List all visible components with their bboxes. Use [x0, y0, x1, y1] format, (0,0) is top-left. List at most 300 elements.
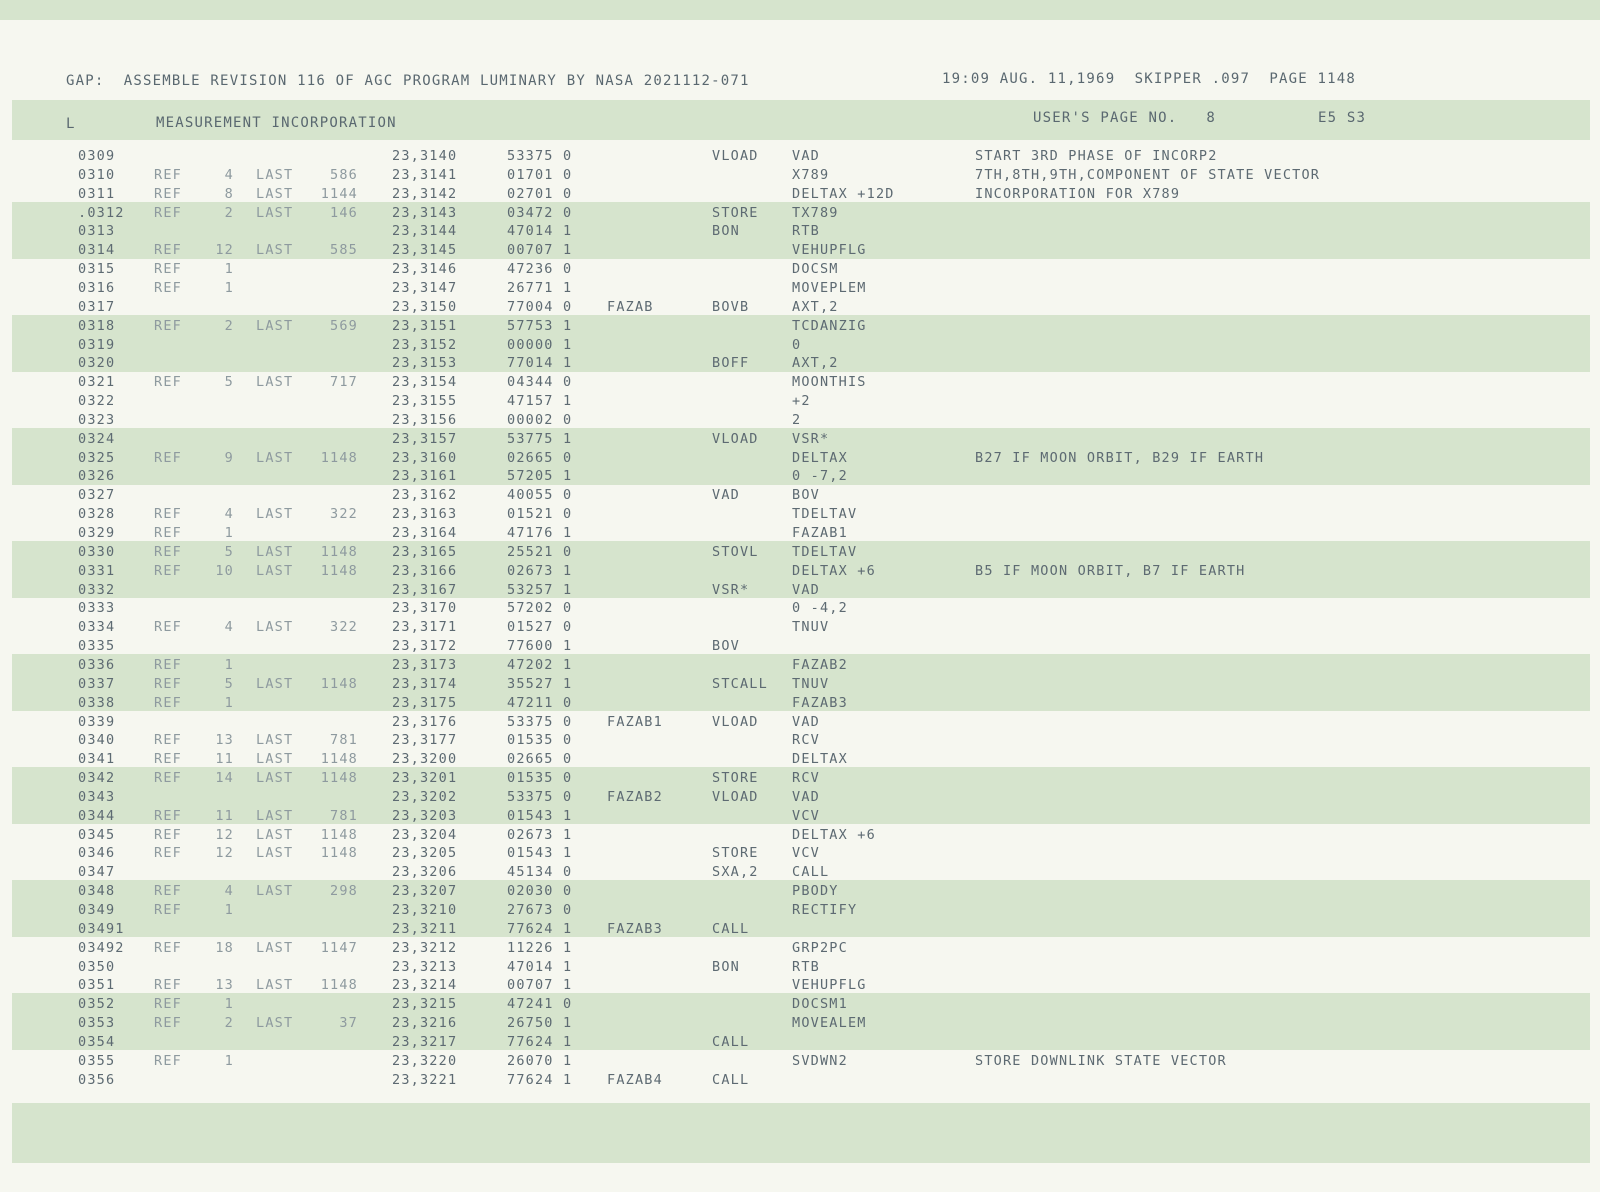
address: 23,3164 [392, 525, 458, 541]
last-tag: LAST [256, 940, 294, 956]
last-page: 569 [330, 318, 358, 334]
last-tag: LAST [256, 318, 294, 334]
listing-row [0, 769, 1600, 788]
listing-row [0, 1071, 1600, 1090]
listing-row [0, 467, 1600, 486]
ref-count: 11 [215, 751, 234, 767]
listing-row [0, 713, 1600, 732]
opcode: STCALL [712, 676, 768, 692]
octal-word: 47211 0 [507, 695, 573, 711]
ref-tag: REF [154, 544, 182, 560]
listing-row [0, 920, 1600, 939]
line-number: 0343 [78, 789, 116, 805]
line-number: 0320 [78, 355, 116, 371]
address: 23,3166 [392, 563, 458, 579]
octal-word: 77600 1 [507, 638, 573, 654]
label: FAZAB3 [607, 921, 663, 937]
line-number: 0326 [78, 468, 116, 484]
last-page: 1148 [320, 845, 358, 861]
ref-count: 4 [224, 167, 234, 183]
operand: TDELTAV [792, 506, 858, 522]
last-page: 146 [330, 205, 358, 221]
last-page: 37 [339, 1015, 358, 1031]
ref-count: 13 [215, 977, 234, 993]
octal-word: 35527 1 [507, 676, 573, 692]
ref-count: 1 [224, 525, 234, 541]
operand: VAD [792, 582, 820, 598]
address: 23,3170 [392, 600, 458, 616]
ref-count: 11 [215, 808, 234, 824]
octal-word: 77014 1 [507, 355, 573, 371]
ref-tag: REF [154, 167, 182, 183]
opcode: CALL [712, 1034, 750, 1050]
operand: VEHUPFLG [792, 977, 867, 993]
last-page: 781 [330, 732, 358, 748]
listing-header [0, 0, 1600, 140]
ref-tag: REF [154, 732, 182, 748]
line-number: 0344 [78, 808, 116, 824]
last-tag: LAST [256, 845, 294, 861]
operand: DOCSM [792, 261, 839, 277]
line-number: 0352 [78, 996, 116, 1012]
address: 23,3141 [392, 167, 458, 183]
last-page: 585 [330, 242, 358, 258]
line-number: 0324 [78, 431, 116, 447]
ref-count: 1 [224, 1053, 234, 1069]
ref-count: 1 [224, 280, 234, 296]
octal-word: 47202 1 [507, 657, 573, 673]
opcode: BON [712, 223, 740, 239]
address: 23,3156 [392, 412, 458, 428]
ref-tag: REF [154, 563, 182, 579]
operand: RTB [792, 223, 820, 239]
ref-count: 8 [224, 186, 234, 202]
address: 23,3221 [392, 1072, 458, 1088]
ref-tag: REF [154, 695, 182, 711]
ref-tag: REF [154, 845, 182, 861]
line-number: 0350 [78, 959, 116, 975]
operand: 0 -7,2 [792, 468, 848, 484]
address: 23,3220 [392, 1053, 458, 1069]
line-number: .0312 [78, 205, 125, 221]
last-tag: LAST [256, 808, 294, 824]
octal-word: 77624 1 [507, 921, 573, 937]
line-number: 0310 [78, 167, 116, 183]
last-page: 1147 [320, 940, 358, 956]
address: 23,3177 [392, 732, 458, 748]
listing-row [0, 486, 1600, 505]
ref-tag: REF [154, 1015, 182, 1031]
octal-word: 02030 0 [507, 883, 573, 899]
opcode: VLOAD [712, 789, 759, 805]
line-number: 0336 [78, 657, 116, 673]
octal-word: 00707 1 [507, 242, 573, 258]
line-number: 0321 [78, 374, 116, 390]
operand: DELTAX +6 [792, 563, 876, 579]
octal-word: 40055 0 [507, 487, 573, 503]
ref-tag: REF [154, 827, 182, 843]
listing-row [0, 731, 1600, 750]
operand: TNUV [792, 676, 830, 692]
listing-row [0, 750, 1600, 769]
last-page: 322 [330, 506, 358, 522]
ref-tag: REF [154, 770, 182, 786]
ref-count: 2 [224, 205, 234, 221]
last-page: 298 [330, 883, 358, 899]
line-number: 0355 [78, 1053, 116, 1069]
listing-row [0, 147, 1600, 166]
last-page: 322 [330, 619, 358, 635]
address: 23,3165 [392, 544, 458, 560]
ref-count: 18 [215, 940, 234, 956]
opcode: BON [712, 959, 740, 975]
listing-row [0, 204, 1600, 223]
line-number: 0349 [78, 902, 116, 918]
ref-tag: REF [154, 450, 182, 466]
operand: TCDANZIG [792, 318, 867, 334]
ref-tag: REF [154, 977, 182, 993]
user-page-number: USER'S PAGE NO. 8 [1033, 110, 1216, 126]
listing-row [0, 222, 1600, 241]
octal-word: 47236 0 [507, 261, 573, 277]
address: 23,3151 [392, 318, 458, 334]
ref-tag: REF [154, 808, 182, 824]
operand: VAD [792, 789, 820, 805]
octal-word: 47014 1 [507, 223, 573, 239]
address: 23,3150 [392, 299, 458, 315]
line-number: 0322 [78, 393, 116, 409]
ref-tag: REF [154, 205, 182, 221]
octal-word: 47241 0 [507, 996, 573, 1012]
octal-word: 02673 1 [507, 827, 573, 843]
octal-word: 02701 0 [507, 186, 573, 202]
address: 23,3162 [392, 487, 458, 503]
ref-count: 4 [224, 619, 234, 635]
last-tag: LAST [256, 242, 294, 258]
line-number: 0348 [78, 883, 116, 899]
listing-row [0, 788, 1600, 807]
octal-word: 02665 0 [507, 450, 573, 466]
last-page: 781 [330, 808, 358, 824]
listing-row [0, 675, 1600, 694]
operand: PBODY [792, 883, 839, 899]
operand: 0 [792, 337, 802, 353]
last-page: 717 [330, 374, 358, 390]
address: 23,3206 [392, 864, 458, 880]
listing-row [0, 241, 1600, 260]
listing-row [0, 958, 1600, 977]
last-tag: LAST [256, 619, 294, 635]
ref-count: 1 [224, 902, 234, 918]
octal-word: 27673 0 [507, 902, 573, 918]
listing-row [0, 1052, 1600, 1071]
last-tag: LAST [256, 563, 294, 579]
opcode: CALL [712, 921, 750, 937]
line-number: 0341 [78, 751, 116, 767]
address: 23,3176 [392, 714, 458, 730]
ref-tag: REF [154, 374, 182, 390]
listing-row [0, 336, 1600, 355]
address: 23,3172 [392, 638, 458, 654]
address: 23,3212 [392, 940, 458, 956]
opcode: STORE [712, 205, 759, 221]
address: 23,3155 [392, 393, 458, 409]
octal-word: 04344 0 [507, 374, 573, 390]
listing-mark: L [66, 116, 76, 132]
line-number: 0333 [78, 600, 116, 616]
ref-tag: REF [154, 751, 182, 767]
ref-count: 9 [224, 450, 234, 466]
operand: SVDWN2 [792, 1053, 848, 1069]
listing-row [0, 939, 1600, 958]
label: FAZAB1 [607, 714, 663, 730]
comment: B27 IF MOON ORBIT, B29 IF EARTH [975, 450, 1265, 466]
line-number: 0351 [78, 977, 116, 993]
address: 23,3161 [392, 468, 458, 484]
opcode: VLOAD [712, 431, 759, 447]
line-number: 0347 [78, 864, 116, 880]
last-tag: LAST [256, 751, 294, 767]
last-tag: LAST [256, 186, 294, 202]
operand: VEHUPFLG [792, 242, 867, 258]
listing-row [0, 317, 1600, 336]
operand: AXT,2 [792, 299, 839, 315]
address: 23,3214 [392, 977, 458, 993]
listing-row [0, 882, 1600, 901]
last-page: 1148 [320, 751, 358, 767]
last-page: 1148 [320, 544, 358, 560]
listing-row [0, 656, 1600, 675]
operand: TNUV [792, 619, 830, 635]
ref-count: 1 [224, 261, 234, 277]
last-tag: LAST [256, 544, 294, 560]
octal-word: 01543 1 [507, 808, 573, 824]
address: 23,3201 [392, 770, 458, 786]
octal-word: 01527 0 [507, 619, 573, 635]
line-number: 0356 [78, 1072, 116, 1088]
line-number: 0325 [78, 450, 116, 466]
listing-row [0, 449, 1600, 468]
line-number: 0329 [78, 525, 116, 541]
ref-count: 13 [215, 732, 234, 748]
octal-word: 53375 0 [507, 148, 573, 164]
octal-word: 26070 1 [507, 1053, 573, 1069]
ref-tag: REF [154, 996, 182, 1012]
listing-row [0, 844, 1600, 863]
ref-count: 1 [224, 695, 234, 711]
line-number: 0338 [78, 695, 116, 711]
operand: RTB [792, 959, 820, 975]
ref-tag: REF [154, 280, 182, 296]
operand: 0 -4,2 [792, 600, 848, 616]
label: FAZAB4 [607, 1072, 663, 1088]
address: 23,3204 [392, 827, 458, 843]
octal-word: 47157 1 [507, 393, 573, 409]
listing-row [0, 995, 1600, 1014]
octal-word: 45134 0 [507, 864, 573, 880]
ref-count: 12 [215, 845, 234, 861]
assembly-title: GAP: ASSEMBLE REVISION 116 OF AGC PROGRAM LUMINARY BY NASA 2021112-071 [66, 73, 750, 89]
last-tag: LAST [256, 883, 294, 899]
opcode: VLOAD [712, 148, 759, 164]
operand: +2 [792, 393, 811, 409]
last-tag: LAST [256, 374, 294, 390]
ref-count: 2 [224, 1015, 234, 1031]
operand: MOVEPLEM [792, 280, 867, 296]
operand: VAD [792, 148, 820, 164]
listing-row [0, 354, 1600, 373]
operand: VAD [792, 714, 820, 730]
address: 23,3213 [392, 959, 458, 975]
ref-tag: REF [154, 676, 182, 692]
operand: VSR* [792, 431, 830, 447]
octal-word: 00707 1 [507, 977, 573, 993]
address: 23,3205 [392, 845, 458, 861]
operand: RCV [792, 770, 820, 786]
operand: CALL [792, 864, 830, 880]
ref-tag: REF [154, 619, 182, 635]
address: 23,3207 [392, 883, 458, 899]
address: 23,3202 [392, 789, 458, 805]
address: 23,3142 [392, 186, 458, 202]
address: 23,3157 [392, 431, 458, 447]
operand: 2 [792, 412, 802, 428]
ref-tag: REF [154, 883, 182, 899]
operand: GRP2PC [792, 940, 848, 956]
listing-row [0, 1014, 1600, 1033]
line-number: 0314 [78, 242, 116, 258]
address: 23,3152 [392, 337, 458, 353]
listing-row [0, 826, 1600, 845]
line-number: 0346 [78, 845, 116, 861]
operand: DELTAX +6 [792, 827, 876, 843]
listing-row [0, 373, 1600, 392]
octal-word: 47014 1 [507, 959, 573, 975]
address: 23,3203 [392, 808, 458, 824]
last-tag: LAST [256, 770, 294, 786]
ref-count: 4 [224, 883, 234, 899]
line-number: 03492 [78, 940, 125, 956]
opcode: VSR* [712, 582, 750, 598]
listing-row [0, 1033, 1600, 1052]
operand: VCV [792, 845, 820, 861]
last-page: 586 [330, 167, 358, 183]
label: FAZAB2 [607, 789, 663, 805]
listing-row [0, 599, 1600, 618]
address: 23,3140 [392, 148, 458, 164]
line-number: 0331 [78, 563, 116, 579]
octal-word: 53775 1 [507, 431, 573, 447]
octal-word: 53375 0 [507, 789, 573, 805]
octal-word: 01535 0 [507, 770, 573, 786]
listing-row [0, 863, 1600, 882]
ref-tag: REF [154, 261, 182, 277]
opcode: VLOAD [712, 714, 759, 730]
listing-row [0, 185, 1600, 204]
line-number: 0328 [78, 506, 116, 522]
last-page: 1148 [320, 676, 358, 692]
address: 23,3175 [392, 695, 458, 711]
operand: MOONTHIS [792, 374, 867, 390]
address: 23,3167 [392, 582, 458, 598]
operand: FAZAB2 [792, 657, 848, 673]
octal-word: 02673 1 [507, 563, 573, 579]
line-number: 0354 [78, 1034, 116, 1050]
ref-count: 12 [215, 827, 234, 843]
octal-word: 57205 1 [507, 468, 573, 484]
listing-row [0, 411, 1600, 430]
line-number: 0335 [78, 638, 116, 654]
ref-count: 12 [215, 242, 234, 258]
last-tag: LAST [256, 1015, 294, 1031]
comment: INCORPORATION FOR X789 [975, 186, 1181, 202]
listing-row [0, 392, 1600, 411]
section-code: E5 S3 [1318, 110, 1367, 126]
listing-row [0, 298, 1600, 317]
octal-word: 77624 1 [507, 1034, 573, 1050]
operand: DOCSM1 [792, 996, 848, 1012]
ref-tag: REF [154, 318, 182, 334]
line-number: 0317 [78, 299, 116, 315]
line-number: 0337 [78, 676, 116, 692]
opcode: CALL [712, 1072, 750, 1088]
line-number: 0323 [78, 412, 116, 428]
last-tag: LAST [256, 827, 294, 843]
opcode: STORE [712, 770, 759, 786]
octal-word: 26771 1 [507, 280, 573, 296]
last-tag: LAST [256, 506, 294, 522]
line-number: 0332 [78, 582, 116, 598]
opcode: VAD [712, 487, 740, 503]
octal-word: 00000 1 [507, 337, 573, 353]
octal-word: 25521 0 [507, 544, 573, 560]
address: 23,3143 [392, 205, 458, 221]
ref-tag: REF [154, 940, 182, 956]
octal-word: 57753 1 [507, 318, 573, 334]
last-page: 1148 [320, 450, 358, 466]
comment: STORE DOWNLINK STATE VECTOR [975, 1053, 1227, 1069]
ref-tag: REF [154, 525, 182, 541]
ref-count: 1 [224, 657, 234, 673]
octal-word: 00002 0 [507, 412, 573, 428]
octal-word: 01535 0 [507, 732, 573, 748]
address: 23,3153 [392, 355, 458, 371]
last-page: 1148 [320, 977, 358, 993]
line-number: 0330 [78, 544, 116, 560]
operand: TDELTAV [792, 544, 858, 560]
last-tag: LAST [256, 732, 294, 748]
octal-word: 53257 1 [507, 582, 573, 598]
listing-row [0, 524, 1600, 543]
last-page: 1148 [320, 827, 358, 843]
octal-word: 77004 0 [507, 299, 573, 315]
line-number: 0311 [78, 186, 116, 202]
operand: VCV [792, 808, 820, 824]
listing-row [0, 637, 1600, 656]
operand: BOV [792, 487, 820, 503]
ref-count: 5 [224, 544, 234, 560]
listing-row [0, 976, 1600, 995]
operand: DELTAX [792, 751, 848, 767]
address: 23,3146 [392, 261, 458, 277]
octal-word: 53375 0 [507, 714, 573, 730]
ref-count: 4 [224, 506, 234, 522]
comment: B5 IF MOON ORBIT, B7 IF EARTH [975, 563, 1246, 579]
opcode: BOV [712, 638, 740, 654]
listing-row [0, 279, 1600, 298]
ref-count: 1 [224, 996, 234, 1012]
operand: DELTAX +12D [792, 186, 895, 202]
